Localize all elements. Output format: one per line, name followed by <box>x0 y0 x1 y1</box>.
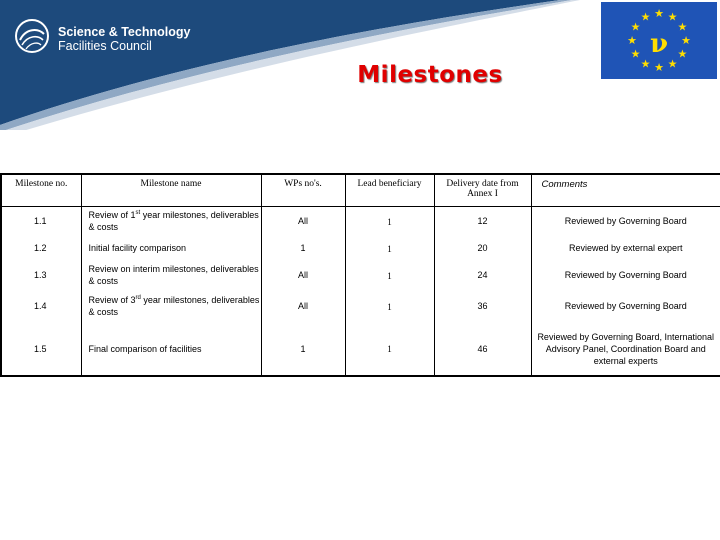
milestone-lead: 1 <box>345 290 434 322</box>
table-row <box>1 206 720 236</box>
header-milestone-no: Milestone no. <box>1 174 81 206</box>
milestone-no: 1.2 <box>1 236 81 260</box>
milestone-name <box>81 206 261 236</box>
flag-star-icon: ★ <box>640 10 651 24</box>
flag-star-icon: ★ <box>681 34 691 47</box>
table-row <box>1 290 720 322</box>
milestone-name <box>81 290 261 322</box>
milestone-comment: Reviewed by Governing Board <box>531 290 720 322</box>
milestone-wps: All <box>261 206 345 236</box>
milestone-lead: 1 <box>345 260 434 290</box>
milestone-name-sup: rd <box>135 295 141 301</box>
milestone-name-text: Review of 3 <box>88 295 136 305</box>
flag-star-icon: ★ <box>667 10 678 24</box>
milestone-wps: 1 <box>261 322 345 376</box>
eu-stars-flag-icon <box>601 2 717 79</box>
table-header-row <box>1 174 720 206</box>
milestone-date: 12 <box>434 206 531 236</box>
milestone-lead: 1 <box>345 322 434 376</box>
milestone-name <box>81 322 261 376</box>
logo-line-1: Science & Technology <box>58 25 191 39</box>
milestone-wps: All <box>261 260 345 290</box>
milestone-name-rest: year milestones, deliverables & costs <box>88 210 259 233</box>
milestone-comment: Reviewed by Governing Board <box>531 206 720 236</box>
milestone-wps: All <box>261 290 345 322</box>
milestone-name-text: Initial facility comparison <box>88 243 187 253</box>
milestone-name <box>81 236 261 260</box>
flag-star-icon: ★ <box>654 7 664 20</box>
milestone-name <box>81 260 261 290</box>
table-row <box>1 236 720 260</box>
page-title: Milestones <box>357 62 503 88</box>
header-lead-beneficiary: Lead beneficiary <box>345 174 434 206</box>
milestone-name-rest: year milestones, deliverables & costs <box>88 295 260 317</box>
milestone-wps: 1 <box>261 236 345 260</box>
header-wps: WPs no's. <box>261 174 345 206</box>
milestone-no: 1.1 <box>1 206 81 236</box>
nu-letter: ν <box>649 29 669 59</box>
header-milestone-name: Milestone name <box>81 174 261 206</box>
milestone-comment: Reviewed by Governing Board <box>531 260 720 290</box>
milestone-date: 24 <box>434 260 531 290</box>
stfc-swirl-logo-icon <box>14 18 50 54</box>
table-row <box>1 322 720 376</box>
milestone-comment: Reviewed by external expert <box>531 236 720 260</box>
header-comments: Comments <box>531 174 720 206</box>
milestone-no: 1.3 <box>1 260 81 290</box>
stfc-logo <box>14 16 204 58</box>
milestone-lead: 1 <box>345 236 434 260</box>
milestone-date: 46 <box>434 322 531 376</box>
milestone-date: 20 <box>434 236 531 260</box>
flag-star-icon: ★ <box>677 47 688 61</box>
milestone-name-sup: st <box>135 210 141 217</box>
flag-star-icon: ★ <box>630 47 641 61</box>
milestone-lead: 1 <box>345 206 434 236</box>
flag-star-icon: ★ <box>677 20 688 34</box>
flag-star-icon: ★ <box>627 34 637 47</box>
milestone-no: 1.5 <box>1 322 81 376</box>
stfc-logo-text <box>58 25 190 53</box>
flag-star-icon: ★ <box>654 61 664 74</box>
milestone-comment: Reviewed by Governing Board, International Advisory Panel, Coordination Board and external experts <box>531 322 720 376</box>
milestone-name-text: Final comparison of facilities <box>88 343 202 354</box>
header-delivery-date: Delivery date from Annex I <box>434 174 531 206</box>
milestone-name-text: Review of 1 <box>88 210 136 221</box>
logo-line-2: Facilities Council <box>58 39 152 53</box>
flag-star-icon: ★ <box>667 57 678 71</box>
flag-star-icon: ★ <box>640 57 651 71</box>
flag-star-icon: ★ <box>630 20 641 34</box>
eu-flag <box>601 2 717 79</box>
milestones-table <box>0 173 720 377</box>
milestone-no: 1.4 <box>1 290 81 322</box>
milestone-date: 36 <box>434 290 531 322</box>
table-row <box>1 260 720 290</box>
milestone-name-text: Review on interim milestones, deliverables & costs <box>88 264 259 286</box>
